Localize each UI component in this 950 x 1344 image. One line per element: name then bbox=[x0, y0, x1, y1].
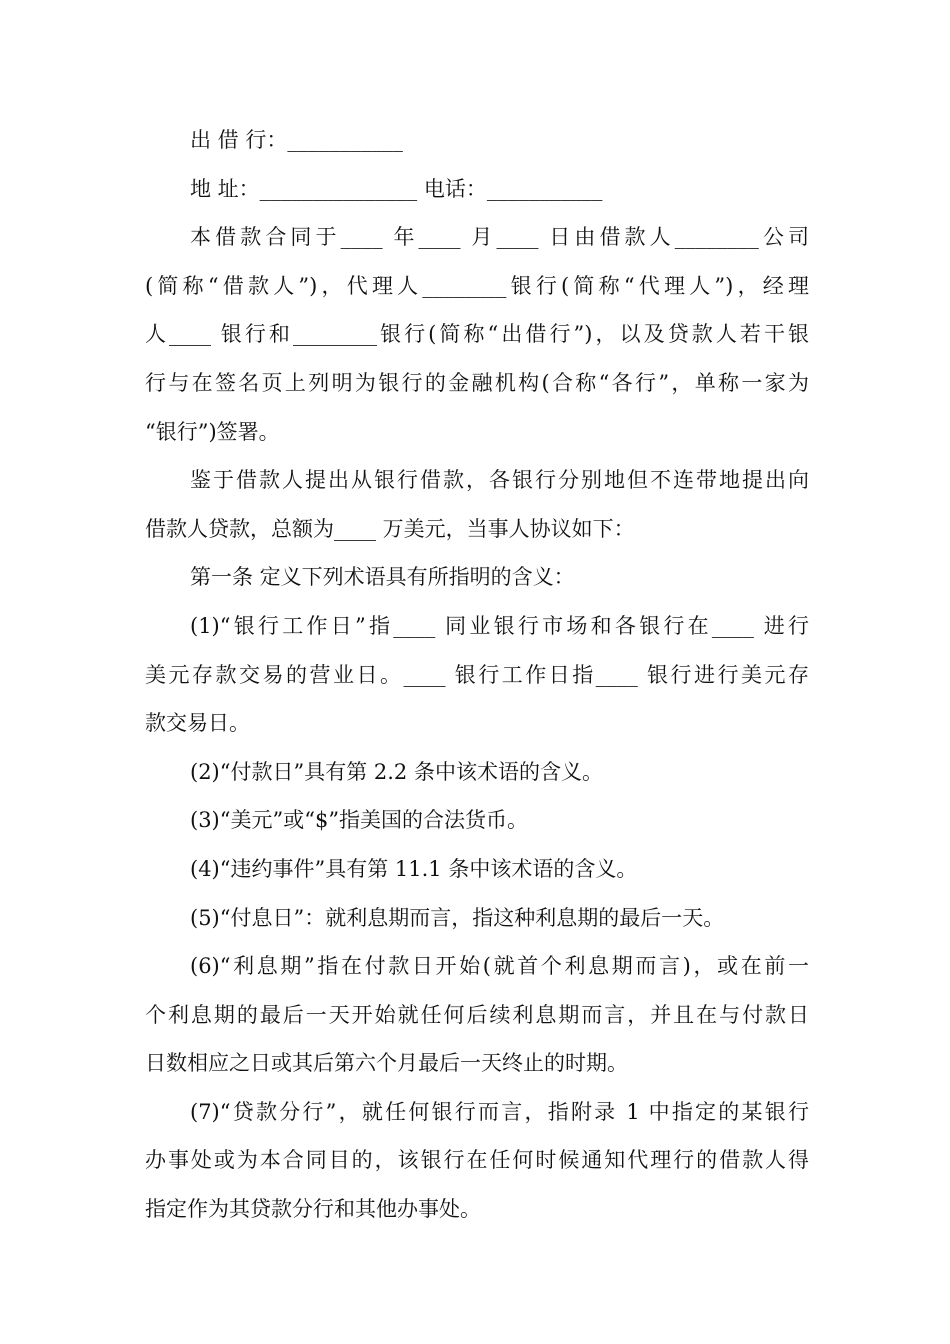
definition-1-line-2: 美元存款交易的营业日。____ 银行工作日指____ 银行进行美元存 bbox=[145, 662, 809, 687]
preamble-line-1: 本借款合同于____ 年____ 月____ 日由借款人________公司 bbox=[190, 225, 809, 250]
preamble-line-5: “银行”)签署。 bbox=[145, 419, 280, 444]
definition-4: (4)“违约事件”具有第 11.1 条中该术语的含义。 bbox=[190, 856, 638, 881]
definition-7-line-1: (7)“贷款分行”，就任何银行而言，指附录 1 中指定的某银行 bbox=[190, 1099, 809, 1124]
definition-6-line-3: 日数相应之日或其后第六个月最后一天终止的时期。 bbox=[145, 1051, 628, 1076]
preamble-line-3: 人____ 银行和________银行(简称“出借行”)，以及贷款人若干银 bbox=[145, 322, 809, 347]
preamble-line-2: (简称“借款人”)，代理人________银行(简称“代理人”)，经理 bbox=[145, 273, 809, 298]
definition-1-line-3: 款交易日。 bbox=[145, 711, 250, 736]
definition-5: (5)“付息日”：就利息期而言，指这种利息期的最后一天。 bbox=[190, 905, 725, 930]
definition-6-line-1: (6)“利息期”指在付款日开始(就首个利息期而言)，或在前一 bbox=[190, 954, 809, 979]
whereas-line-2: 借款人贷款，总额为____ 万美元，当事人协议如下： bbox=[145, 516, 635, 541]
whereas-line-1: 鉴于借款人提出从银行借款，各银行分别地但不连带地提出向 bbox=[190, 468, 809, 493]
definition-7-line-3: 指定作为其贷款分行和其他办事处。 bbox=[145, 1197, 481, 1222]
definition-3: (3)“美元”或“$”指美国的合法货币。 bbox=[190, 808, 529, 833]
definition-2: (2)“付款日”具有第 2.2 条中该术语的含义。 bbox=[190, 759, 603, 784]
lender-bank-line: 出 借 行：___________ bbox=[190, 128, 403, 152]
contract-document bbox=[145, 116, 809, 1234]
definition-6-line-2: 个利息期的最后一天开始就任何后续利息期而言，并且在与付款日 bbox=[145, 1002, 809, 1027]
definition-7-line-2: 办事处或为本合同目的，该银行在任何时候通知代理行的借款人得 bbox=[145, 1148, 809, 1173]
address-phone-line: 地 址：_______________ 电话：___________ bbox=[190, 176, 603, 201]
preamble-line-4: 行与在签名页上列明为银行的金融机构(合称“各行”，单称一家为 bbox=[145, 370, 809, 395]
article-one-heading: 第一条 定义下列术语具有所指明的含义： bbox=[190, 565, 575, 590]
definition-1-line-1: (1)“银行工作日”指____ 同业银行市场和各银行在____ 进行 bbox=[190, 613, 809, 638]
